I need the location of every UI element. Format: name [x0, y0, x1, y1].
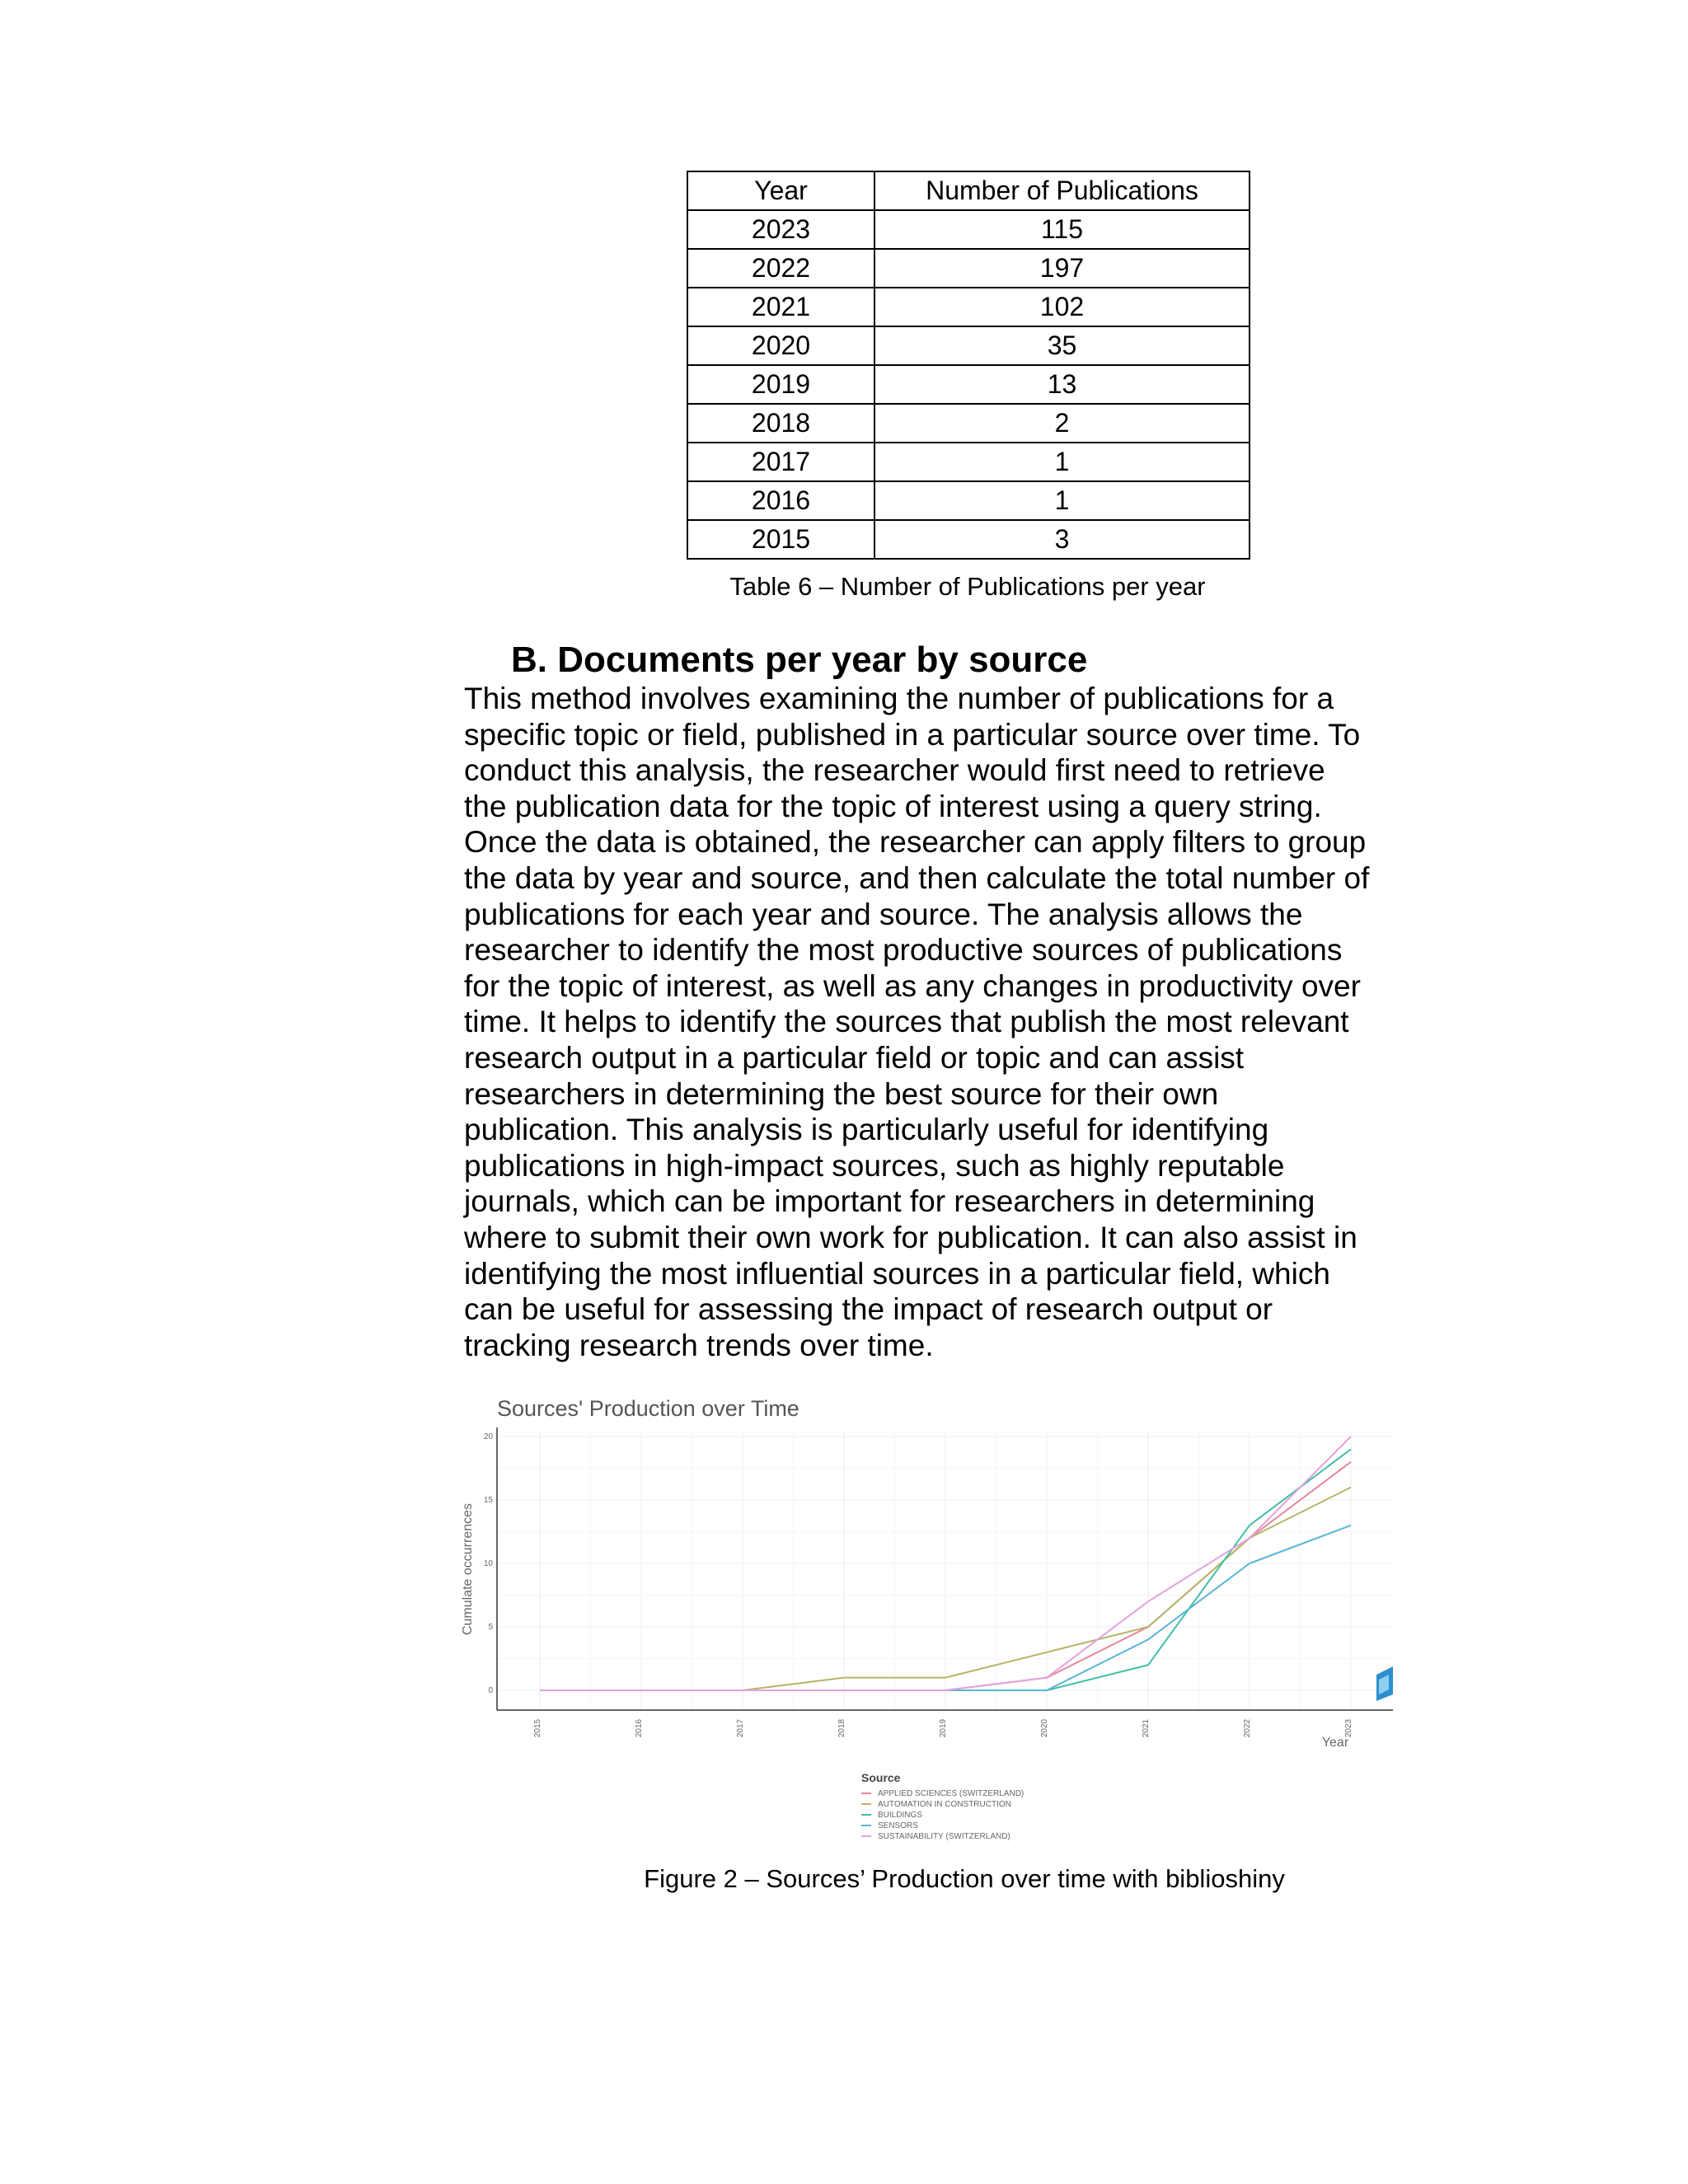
y-tick-label: 10 [483, 1559, 493, 1568]
table-cell-year: 2015 [687, 520, 874, 559]
table-cell-count: 1 [874, 443, 1250, 481]
paragraph-line: specific topic or field, published in a particular source over time. To [464, 717, 1361, 752]
legend-label: SUSTAINABILITY (SWITZERLAND) [878, 1832, 1010, 1841]
table-cell-year: 2022 [687, 249, 874, 288]
x-tick-label: 2016 [635, 1718, 644, 1738]
paragraph-line: conduct this analysis, the researcher would first need to retrieve [464, 753, 1325, 788]
table-row [687, 404, 1250, 443]
y-tick-label: 0 [488, 1686, 493, 1695]
table-cell-count: 2 [874, 404, 1250, 443]
y-axis-title: Cumulate occurrences [461, 1502, 475, 1636]
paragraph-line: journals, which can be important for researchers in determining [464, 1184, 1315, 1219]
paragraph-line: tracking research trends over time. [464, 1328, 934, 1362]
paragraph-line: identifying the most influential sources in a particular field, which [464, 1256, 1330, 1291]
x-tick-label: 2019 [939, 1718, 948, 1738]
table-row [687, 365, 1250, 404]
table-cell-year: 2019 [687, 365, 874, 404]
y-tick-label: 5 [488, 1623, 493, 1632]
x-tick-label: 2020 [1040, 1718, 1049, 1738]
figure-caption: Figure 2 – Sources’ Production over time with biblioshiny [644, 1864, 1285, 1893]
x-tick-label: 2022 [1243, 1718, 1252, 1738]
bibliometrix-logo-icon [1376, 1666, 1393, 1701]
legend-label: AUTOMATION IN CONSTRUCTION [878, 1800, 1011, 1809]
x-tick-label: 2021 [1142, 1718, 1151, 1738]
paragraph-line: researcher to identify the most productive sources of publications [464, 933, 1343, 968]
chart-svg [457, 1386, 1397, 1864]
table-cell-count: 35 [874, 326, 1250, 365]
section-heading: B. Documents per year by source [511, 640, 1088, 680]
paragraph-line: time. It helps to identify the sources that publish the most relevant [464, 1005, 1349, 1039]
table-header-row [687, 171, 1250, 210]
legend-title: Source [861, 1771, 901, 1784]
table-cell-year: 2018 [687, 404, 874, 443]
table-caption: Table 6 – Number of Publications per year [729, 572, 1206, 601]
table-row [687, 443, 1250, 481]
body-paragraph [464, 681, 1412, 1363]
x-axis-title: Year [1321, 1736, 1349, 1750]
paragraph-line: the data by year and source, and then calculate the total number of [464, 860, 1370, 895]
paragraph-line: for the topic of interest, as well as any changes in productivity over [464, 968, 1361, 1003]
table-row [687, 210, 1250, 249]
table-row [687, 520, 1250, 559]
table-cell-count: 13 [874, 365, 1250, 404]
paragraph-line: where to submit their own work for publication. It can also assist in [464, 1220, 1357, 1254]
table-cell-count: 1 [874, 481, 1250, 520]
paragraph-line: the publication data for the topic of interest using a query string. [464, 789, 1322, 823]
table-cell-year: 2021 [687, 288, 874, 326]
table-row [687, 249, 1250, 288]
table-row [687, 326, 1250, 365]
table-cell-count: 197 [874, 249, 1250, 288]
x-tick-label: 2017 [736, 1718, 745, 1738]
table-cell-count: 3 [874, 520, 1250, 559]
y-tick-label: 20 [483, 1432, 493, 1441]
chart-title: Sources' Production over Time [497, 1396, 799, 1421]
paragraph-line: researchers in determining the best source for their own [464, 1076, 1219, 1111]
x-tick-label: 2023 [1344, 1718, 1353, 1738]
paragraph-line: research output in a particular field or topic and can assist [464, 1040, 1245, 1075]
publications-table [687, 171, 1250, 560]
table-cell-count: 102 [874, 288, 1250, 326]
figure-sources-production [457, 1386, 1397, 1864]
paragraph-line: Once the data is obtained, the researcher can apply filters to group [464, 825, 1367, 860]
paragraph-line: can be useful for assessing the impact of research output or [464, 1292, 1273, 1327]
table-row [687, 481, 1250, 520]
table-cell-year: 2020 [687, 326, 874, 365]
table-header-year: Year [687, 171, 874, 210]
paragraph-line: publications for each year and source. The analysis allows the [464, 897, 1303, 931]
legend-label: SENSORS [878, 1821, 918, 1830]
table-row [687, 288, 1250, 326]
legend-label: BUILDINGS [878, 1811, 922, 1820]
paragraph-line: publications in high-impact sources, such as highly reputable [464, 1148, 1285, 1183]
legend-label: APPLIED SCIENCES (SWITZERLAND) [878, 1789, 1025, 1798]
table-cell-year: 2017 [687, 443, 874, 481]
table-header-publications: Number of Publications [874, 171, 1250, 210]
table-cell-year: 2016 [687, 481, 874, 520]
paragraph-line: publication. This analysis is particularly useful for identifying [464, 1113, 1269, 1147]
table-cell-year: 2023 [687, 210, 874, 249]
y-tick-label: 15 [483, 1496, 493, 1505]
table-cell-count: 115 [874, 210, 1250, 249]
paragraph-line: This method involves examining the number of publications for a [464, 682, 1334, 715]
x-tick-label: 2015 [533, 1718, 542, 1738]
x-tick-label: 2018 [837, 1718, 846, 1738]
